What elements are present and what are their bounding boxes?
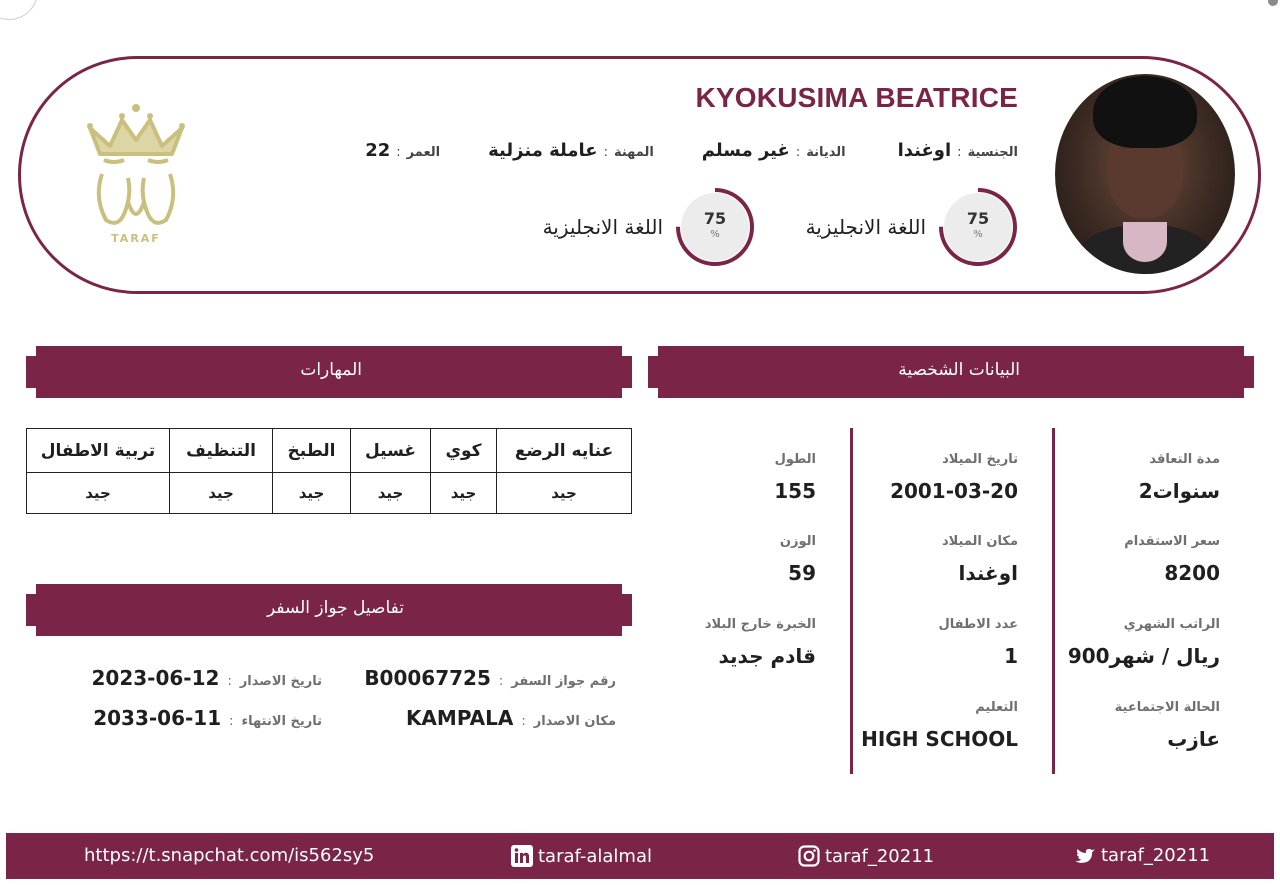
instagram-handle: taraf_20211 xyxy=(825,845,935,867)
language-2 xyxy=(543,187,755,267)
corner-decoration xyxy=(0,0,38,20)
personal-data-banner xyxy=(648,346,1254,398)
monthly-salary-field xyxy=(1068,617,1220,668)
language-2-name: اللغة الانجليزية xyxy=(542,215,663,239)
twitter-handle: taraf_20211 xyxy=(1101,845,1211,866)
skill-header: الطبخ xyxy=(273,429,351,473)
instagram-link[interactable] xyxy=(798,845,934,867)
field-label: تاريخ الميلاد xyxy=(942,452,1018,467)
field-label: الوزن xyxy=(779,534,816,549)
age-info xyxy=(365,140,440,161)
nationality-value: اوغندا xyxy=(897,140,952,161)
field-value: اوغندا xyxy=(958,561,1018,585)
skill-header: غسيل xyxy=(351,429,431,473)
language-2-unit: % xyxy=(710,229,720,240)
field-value: 59 xyxy=(788,561,816,585)
language-1 xyxy=(806,187,1018,267)
linkedin-handle: taraf-alalmal xyxy=(538,845,652,867)
passport-issue-date xyxy=(92,666,323,690)
language-2-percent: 75 xyxy=(703,209,727,228)
language-2-gauge xyxy=(675,187,755,267)
scroll-indicator xyxy=(1268,0,1278,6)
passport-number-value: B00067725 xyxy=(364,666,491,690)
field-value: 2سنوات xyxy=(1138,479,1220,503)
age-value: 22 xyxy=(365,140,391,161)
snapchat-url: https://t.snapchat.com/is562sy5 xyxy=(84,845,375,866)
religion-info xyxy=(702,140,846,161)
passport-number xyxy=(364,666,616,690)
skill-level: جيد xyxy=(27,473,170,514)
field-value: 900ريال / شهر xyxy=(1067,644,1220,668)
education-field xyxy=(861,700,1018,751)
birth-date-field xyxy=(890,452,1018,503)
field-value: 2001-03-20 xyxy=(890,479,1018,503)
language-1-name: اللغة الانجليزية xyxy=(805,215,926,239)
linkedin-icon xyxy=(511,845,533,867)
field-value: HIGH SCHOOL xyxy=(861,727,1018,751)
height-field xyxy=(774,452,816,503)
personal-data-title: البيانات الشخصية xyxy=(898,360,1020,380)
colon: : xyxy=(498,674,504,689)
field-value: قادم جديد xyxy=(718,644,816,668)
field-value: 1 xyxy=(1004,644,1018,668)
skill-level: جيد xyxy=(170,473,273,514)
skill-level: جيد xyxy=(431,473,497,514)
religion-value: غير مسلم xyxy=(701,140,790,161)
taraf-logo xyxy=(84,102,188,250)
skill-header: كوي xyxy=(431,429,497,473)
nationality-info xyxy=(898,140,1018,161)
profile-info-row xyxy=(365,140,1018,161)
colon: : xyxy=(957,145,962,160)
profession-value: عاملة منزلية xyxy=(488,140,598,161)
colon: : xyxy=(795,145,801,160)
skill-header: التنظيف xyxy=(170,429,273,473)
recruitment-price-field xyxy=(1124,534,1220,585)
skills-value-row xyxy=(27,473,632,514)
skills-title: المهارات xyxy=(300,360,362,380)
expiry-date-label: تاريخ الانتهاء xyxy=(241,714,322,729)
passport-expiry-date xyxy=(93,706,322,730)
field-label: الخبرة خارج البلاد xyxy=(704,617,816,632)
field-value: 155 xyxy=(774,479,816,503)
profession-info xyxy=(488,140,654,161)
field-label: الراتب الشهري xyxy=(1123,617,1220,632)
colon: : xyxy=(396,145,401,160)
language-1-percent: 75 xyxy=(966,209,990,228)
skill-level: جيد xyxy=(497,473,632,514)
field-label: عدد الاطفال xyxy=(938,617,1018,632)
nationality-label: الجنسية xyxy=(967,145,1018,160)
field-value: عازب xyxy=(1167,727,1220,751)
skill-header: عنايه الرضع xyxy=(497,429,632,473)
candidate-name: KYOKUSIMA BEATRICE xyxy=(695,82,1018,113)
field-label: سعر الاستقدام xyxy=(1124,534,1220,549)
issue-date-label: تاريخ الاصدار xyxy=(239,674,322,689)
snapchat-link[interactable] xyxy=(84,845,374,866)
passport-number-label: رقم جواز السفر xyxy=(511,674,616,689)
colon: : xyxy=(227,674,232,689)
twitter-link[interactable] xyxy=(1072,845,1210,866)
passport-issue-place xyxy=(406,706,616,730)
column-divider xyxy=(1052,428,1055,774)
children-count-field xyxy=(939,617,1019,668)
language-1-gauge xyxy=(938,187,1018,267)
skill-level: جيد xyxy=(351,473,431,514)
footer-bar xyxy=(6,833,1274,879)
expiry-date-value: 2033-06-11 xyxy=(93,706,222,730)
experience-abroad-field xyxy=(705,617,816,668)
skill-level: جيد xyxy=(273,473,351,514)
field-label: الطول xyxy=(774,452,816,467)
contract-duration-field xyxy=(1139,452,1220,503)
instagram-icon xyxy=(798,845,820,867)
skills-header-row xyxy=(27,429,632,473)
religion-label: الديانة xyxy=(806,145,846,160)
issue-place-label: مكان الاصدار xyxy=(533,714,616,729)
logo-brand-text: TARAF xyxy=(111,232,161,245)
field-label: الحالة الاجتماعية xyxy=(1114,700,1220,715)
colon: : xyxy=(521,714,526,729)
passport-title: تفاصيل جواز السفر xyxy=(266,598,404,618)
colon: : xyxy=(229,714,234,729)
skills-banner xyxy=(26,346,632,398)
profile-photo xyxy=(1055,74,1235,274)
profession-label: المهنة xyxy=(613,145,654,160)
issue-date-value: 2023-06-12 xyxy=(91,666,220,690)
skill-header: تربية الاطفال xyxy=(27,429,170,473)
field-label: التعليم xyxy=(975,700,1018,715)
column-divider xyxy=(850,428,853,774)
marital-status-field xyxy=(1115,700,1220,751)
language-1-unit: % xyxy=(973,229,983,240)
field-label: مكان الميلاد xyxy=(941,534,1018,549)
birth-place-field xyxy=(942,534,1018,585)
crown-icon xyxy=(84,102,188,232)
passport-banner xyxy=(26,584,632,636)
linkedin-link[interactable] xyxy=(511,845,652,867)
field-value: 8200 xyxy=(1164,561,1220,585)
twitter-icon xyxy=(1072,846,1096,866)
issue-place-value: KAMPALA xyxy=(405,706,514,730)
weight-field xyxy=(780,534,816,585)
age-label: العمر xyxy=(406,145,441,160)
colon: : xyxy=(603,145,608,160)
skills-table xyxy=(26,428,632,514)
field-label: مدة التعاقد xyxy=(1149,452,1220,467)
